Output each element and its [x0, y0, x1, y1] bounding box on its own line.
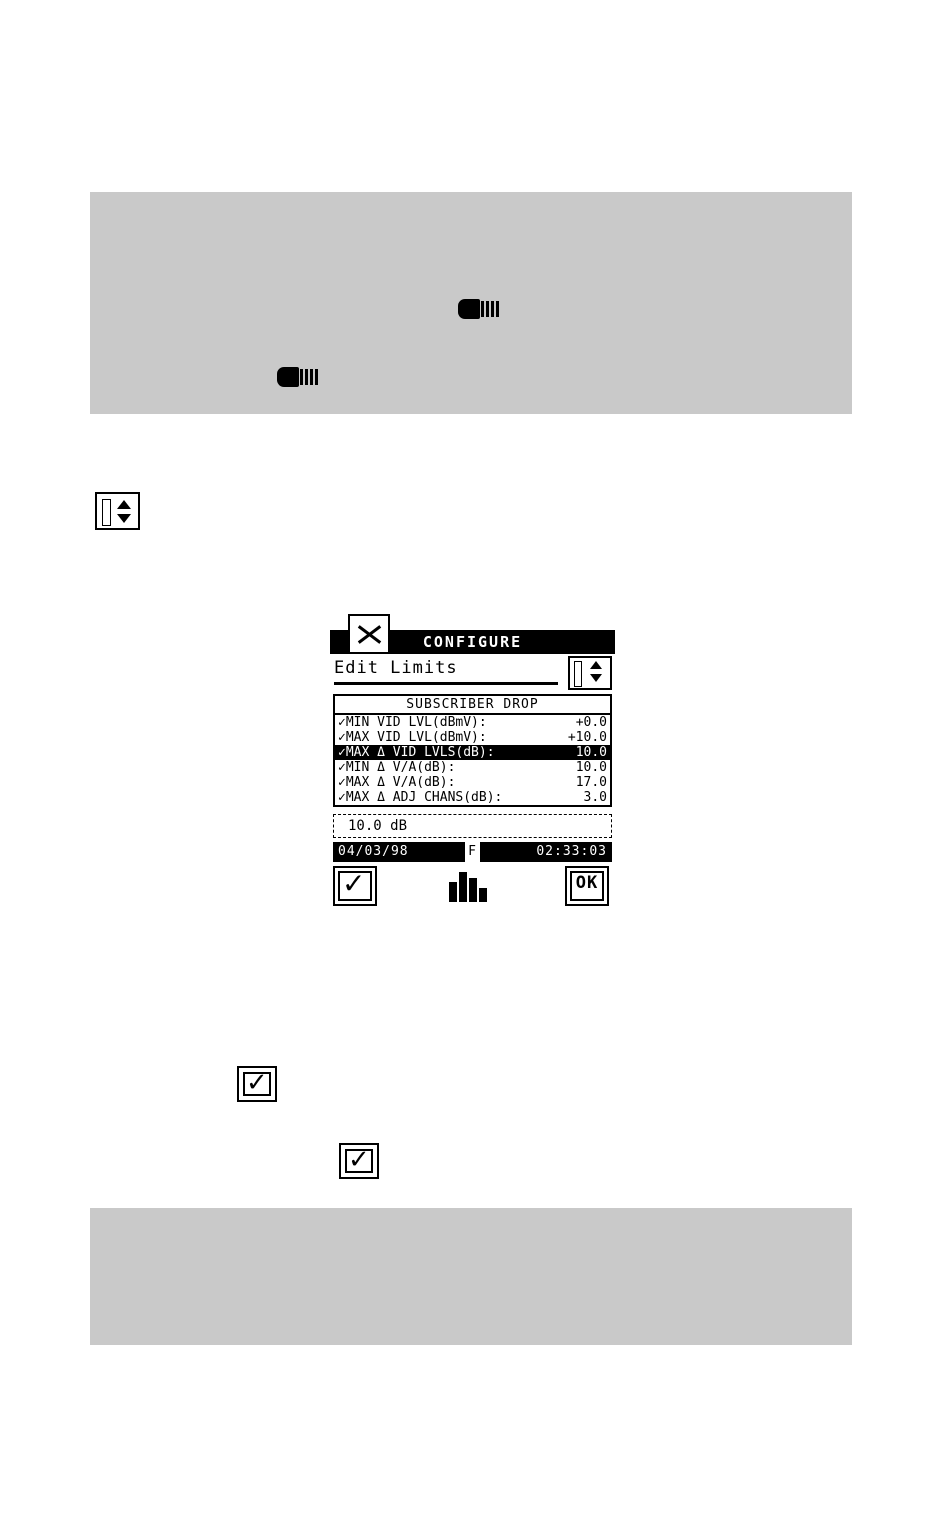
list-item[interactable]: [335, 760, 610, 775]
connector-body: [277, 367, 299, 387]
checkmark-key-icon: [237, 1066, 277, 1102]
limit-label: ✓MIN VID LVL(dBmV):: [338, 715, 487, 730]
building-icon: [459, 872, 467, 902]
limit-label: ✓MAX Δ ADJ CHANS(dB):: [338, 790, 503, 805]
up-down-arrow-key-icon: [95, 492, 140, 530]
limit-value: 3.0: [583, 790, 607, 805]
list-item[interactable]: [335, 715, 610, 730]
screen-heading: Edit Limits: [334, 658, 458, 678]
status-time: 02:33:03: [536, 844, 607, 859]
key-slab: [102, 499, 111, 526]
status-bar: [333, 842, 612, 862]
check-softkey[interactable]: [333, 866, 377, 906]
list-item[interactable]: [335, 775, 610, 790]
limit-label: ✓MAX VID LVL(dBmV):: [338, 730, 487, 745]
screen-title: CONFIGURE: [422, 633, 523, 651]
limit-label: ✓MAX Δ VID LVLS(dB):: [338, 745, 495, 760]
connector-ridges: [481, 301, 500, 317]
building-icon: [449, 882, 457, 902]
battery-indicator: F: [465, 842, 480, 862]
limit-label: ✓MAX Δ V/A(dB):: [338, 775, 456, 790]
status-date: 04/03/98: [338, 844, 409, 859]
arrow-down-icon: [117, 514, 131, 523]
list-item[interactable]: [335, 790, 610, 805]
wrench-screwdriver-icon: [348, 614, 390, 654]
building-softkey[interactable]: [447, 866, 491, 906]
up-down-arrow-icon: [568, 656, 612, 690]
limit-value: 17.0: [575, 775, 607, 790]
meter-screen-capture: [330, 614, 615, 900]
limit-value: +0.0: [575, 715, 607, 730]
checkmark-icon: ✓: [246, 1068, 268, 1098]
heading-underline: [334, 682, 558, 685]
ok-label: OK: [575, 873, 599, 893]
limits-list[interactable]: [333, 694, 612, 807]
checkmark-key-icon: [339, 1143, 379, 1179]
ok-softkey[interactable]: [565, 866, 609, 906]
connector-ridges: [300, 369, 319, 385]
limit-label: ✓MIN Δ V/A(dB):: [338, 760, 456, 775]
key-slab: [574, 661, 582, 687]
list-item-selected[interactable]: [335, 745, 610, 760]
arrow-down-icon: [590, 674, 602, 682]
limit-value: +10.0: [567, 730, 607, 745]
connector-body: [458, 299, 480, 319]
arrow-up-icon: [590, 661, 602, 669]
limit-value: 10.0: [575, 745, 607, 760]
checkmark-icon: ✓: [348, 1145, 370, 1175]
checkmark-icon: ✓: [342, 867, 366, 900]
limit-value: 10.0: [575, 760, 607, 775]
building-icon: [469, 878, 477, 902]
cable-connector-icon: [458, 296, 502, 322]
arrow-up-icon: [117, 500, 131, 509]
cable-connector-icon: [277, 364, 321, 390]
building-icon: [479, 888, 487, 902]
limits-list-title: SUBSCRIBER DROP: [335, 696, 610, 715]
value-edit-field[interactable]: 10.0 dB: [333, 814, 612, 838]
list-item[interactable]: [335, 730, 610, 745]
note-box-bottom: [90, 1208, 852, 1345]
